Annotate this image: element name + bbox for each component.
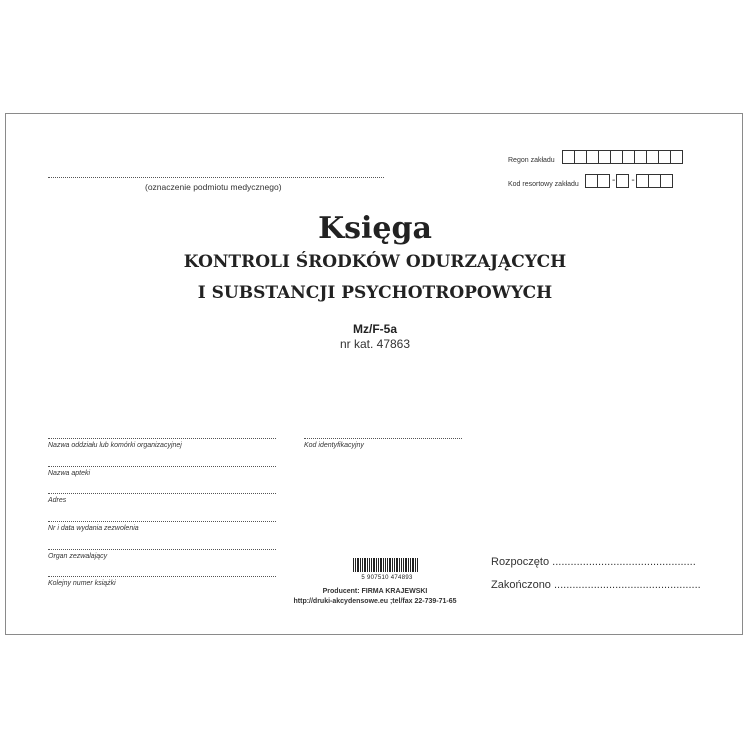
started-field[interactable]: Rozpoczęto ............................................... bbox=[491, 556, 696, 568]
field-line-6[interactable] bbox=[48, 576, 276, 577]
barcode-number: 5 907510 474893 bbox=[361, 575, 413, 581]
regon-label: Regon zakładu bbox=[508, 157, 555, 164]
producer-text: Producent: FIRMA KRAJEWSKI bbox=[322, 588, 428, 595]
field-line-5[interactable] bbox=[48, 549, 276, 550]
barcode-image bbox=[353, 558, 419, 572]
finished-field[interactable]: Zakończono ................................................ bbox=[491, 579, 701, 591]
field-label-3: Adres bbox=[48, 497, 67, 504]
kod-ident-line[interactable] bbox=[304, 438, 462, 439]
title-line3: I SUBSTANCJI PSYCHOTROPOWYCH bbox=[197, 283, 553, 303]
producer-contact: http://druki-akcydensowe.eu ;tel/fax 22-739-71-65 bbox=[293, 598, 457, 605]
field-label-6: Kolejny numer książki bbox=[48, 580, 116, 587]
field-line-4[interactable] bbox=[48, 521, 276, 522]
kod-label: Kod resortowy zakładu bbox=[508, 181, 579, 188]
regon-boxes[interactable] bbox=[563, 150, 683, 164]
kod-boxes[interactable]: - - bbox=[586, 174, 673, 188]
entity-line bbox=[48, 177, 384, 178]
title-ksiega: Księga bbox=[318, 211, 432, 246]
field-label-4: Nr i data wydania zezwolenia bbox=[48, 525, 139, 532]
field-line-3[interactable] bbox=[48, 493, 276, 494]
kod-ident-label: Kod identyfikacyjny bbox=[304, 442, 364, 449]
field-line-1[interactable] bbox=[48, 438, 276, 439]
form-code: Mz/F-5a bbox=[352, 322, 397, 336]
field-label-1: Nazwa oddziału lub komórki organizacyjnej bbox=[48, 442, 182, 449]
entity-caption: (oznaczenie podmiotu medycznego) bbox=[145, 182, 282, 192]
field-label-2: Nazwa apteki bbox=[48, 470, 91, 477]
field-label-5: Organ zezwalający bbox=[48, 553, 108, 560]
title-line2: KONTROLI ŚRODKÓW ODURZAJĄCYCH bbox=[183, 252, 567, 272]
catalog-number: nr kat. 47863 bbox=[339, 337, 411, 351]
field-line-2[interactable] bbox=[48, 466, 276, 467]
